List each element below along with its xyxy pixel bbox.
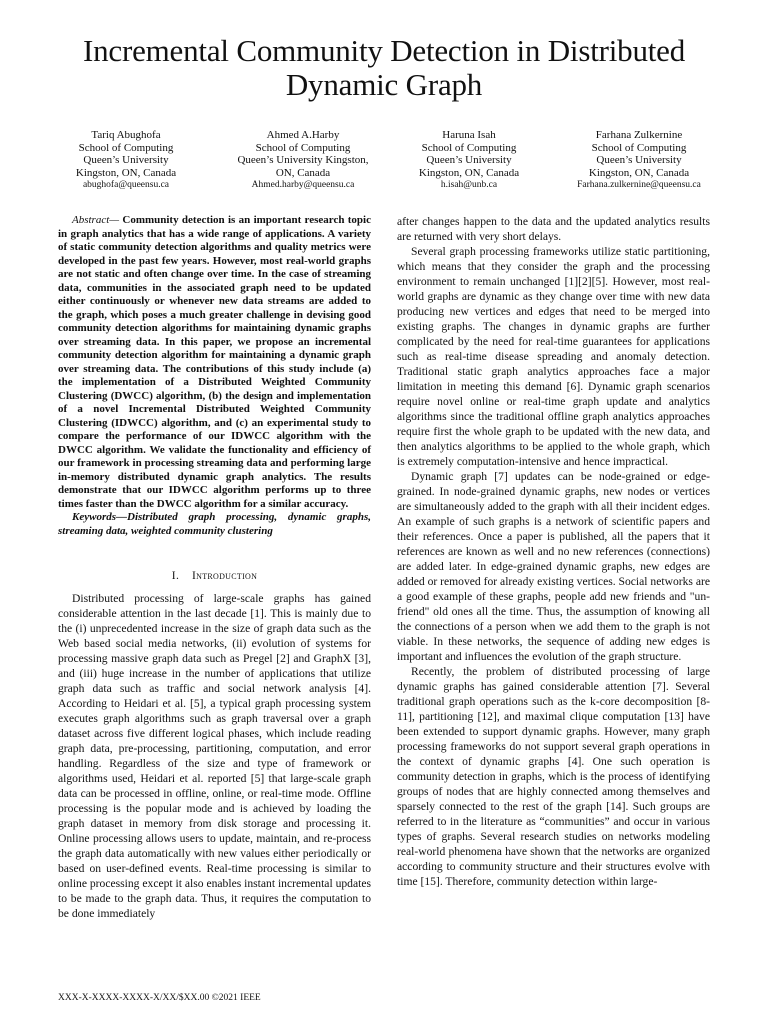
author-4 <box>550 129 728 192</box>
abstract <box>58 214 371 511</box>
section-number: I. <box>171 569 180 582</box>
author-dept: School of Computing <box>421 141 517 154</box>
copyright-footer: XXX-X-XXXX-XXXX-X/XX/$XX.00 ©2021 IEEE <box>58 993 261 1003</box>
author-block <box>40 129 728 189</box>
author-location: Kingston, ON, Canada <box>75 166 177 179</box>
author-1 <box>40 129 212 192</box>
author-org: Queen’s University <box>596 154 682 166</box>
author-dept: School of Computing <box>591 141 687 154</box>
author-2 <box>223 129 383 192</box>
body-paragraph: Distributed processing of large-scale graphs has gained considerable attention in the last decade [1]. This is mainly due to the (i) unprecedented increase in the size of graph data such as the Web based social media networks, (ii) evolution of systems for processing massive graph data such as Pregel [2] and GraphX [3], and (iii) huge increase in the number of applications that utilize graph data such as traffic and social network analysis [4]. According to Heidari et al. [5], a typical graph processing system executes graph algorithms such as graph traversal over a graph dataset across five different logical phases, which include reading graph data, pre-processing, partitioning, computation, and error handling. Regardless of the size and type of framework or algorithms used, Heidari et al. reported [5] that large-scale graph data can be processed in offline, online, or real-time mode. Offline processing is the popular mode and is achieved by loading the graph dataset in memory from disk storage and processing it. Online processing allows users to update, maintain, and re-process the graph data automatically with new values either periodically or based on user-defined events. Real-time processing is similar to online processing except it also enables instant incremental updates to be made to the graph data. Thus, it requires the computation to be done immediately <box>58 592 371 920</box>
right-column <box>397 214 710 889</box>
body-paragraph: Recently, the problem of distributed processing of large dynamic graphs has gained considerable attention [7]. Several traditional graph operations such as the k-core decomposition [8-11], partitioning [12], and maximal clique computation [13] have been extended to support dynamic graphs. However, many graph processing frameworks do not support several graph operations in the context of dynamic graphs [4]. One such operation is community detection in graphs, which is the process of identifying groups of nodes that are highly connected among themselves and sparsely connected to the rest of the graph [14]. Such groups are referred to in the literature as “communities” and occur in various types of graphs. Several research studies on networks modeling real-world phenomena have shown that the networks are organized according to community structure and their structures evolve with time [15]. Therefore, community detection within large- <box>397 665 710 888</box>
body-paragraph: Several graph processing frameworks utilize static partitioning, which means that they consider the graph and the processing environment to remain unchanged [1][2][5]. However, most real-world graphs are dynamic as they change over time with new data producing new vertices and edges that need to be merged into existing graphs. The changes in dynamic graphs are further complicated by the need for real-time guarantees for applications such as real-time disease spreading and anomaly detection. Traditional static graph analytics approaches face a major limitation in meeting this demand [6]. Dynamic graph scenarios require novel online or real-time graph update and analytics algorithms since the traditional offline graph analytics approaches require first the whole graph to be updated with the new data, and then analytics algorithms to be applied to the whole graph, which is extremely computation-intensive and hence impractical. <box>397 245 710 468</box>
author-name: Ahmed A.Harby <box>266 129 340 141</box>
author-3 <box>395 129 543 192</box>
author-dept: School of Computing <box>78 141 174 154</box>
author-location: Kingston, ON, Canada <box>418 166 520 179</box>
author-org: Queen’s University <box>426 154 512 166</box>
author-email[interactable]: Farhana.zulkernine@queensu.ca <box>577 180 701 190</box>
author-name: Farhana Zulkernine <box>595 129 683 141</box>
paper-title: Incremental Community Detection in Distributed Dynamic Graph <box>82 33 686 102</box>
section-title: Introduction <box>191 569 258 582</box>
author-email[interactable]: abughofa@queensu.ca <box>82 180 170 190</box>
author-dept: School of Computing <box>255 141 351 154</box>
author-org: Queen’s University Kingston, <box>237 154 369 166</box>
author-email[interactable]: h.isah@unb.ca <box>440 180 498 190</box>
keywords: Keywords—Distributed graph processing, dynamic graphs, streaming data, weighted community clustering <box>58 511 371 537</box>
body-paragraph: after changes happen to the data and the updated analytics results are returned with very short delays. <box>397 215 710 243</box>
body-paragraph: Dynamic graph [7] updates can be node-grained or edge-grained. In node-grained dynamic graphs, new nodes or vertices are simultaneously added to the graph with all their incident edges. An example of such graphs is a network of scientific papers and their references. Once a paper is published, all the papers that it references are known as well and no new references (connections) are added later. In edge-grained dynamic graphs, new edges are added or removed for already existing vertices. Social networks are a good example of these graphs, people add new friends and "un-friend" old ones all the time. Thus, the assumption of knowing all the connections of a person when we add them to the graph is not viable. In these networks, the sequence of adding new edges is important and influences the evolution of the graph structure. <box>397 470 710 663</box>
author-org: Queen’s University <box>83 154 169 166</box>
section-heading <box>58 568 371 583</box>
author-name: Tariq Abughofa <box>91 129 161 141</box>
author-name: Haruna Isah <box>442 129 496 141</box>
left-column <box>58 214 371 921</box>
abstract-label: Abstract— <box>72 214 120 226</box>
author-location: Kingston, ON, Canada <box>588 166 690 179</box>
author-location: ON, Canada <box>275 166 331 179</box>
author-email[interactable]: Ahmed.harby@queensu.ca <box>251 180 355 190</box>
abstract-text: Community detection is an important research topic in graph analytics that has a wide range of applications. A variety of static community detection algorithms and quality metrics were developed in the past few years. However, most real-world graphs are not static and often change over time. In the case of streaming data, communities in the associated graph need to be updated either continuously or whenever new data streams are added to the graph, which poses a much greater challenge in devising good community detection algorithms for maintaining dynamic graphs over streaming data. In this paper, we propose an incremental community detection algorithm for maintaining a dynamic graph over streaming data. The contributions of this study include (a) the implementation of a Distributed Weighted Community Clustering (DWCC) algorithm, (b) the design and implementation of a novel Incremental Distributed Weighted Community Clustering (IDWCC) algorithm, and (c) an experimental study to compare the performance of our IDWCC algorithm with the DWCC algorithm. We validate the functionality and efficiency of our framework in processing streaming data and performing large in-memory distributed dynamic graph analytics. The results demonstrate that our IDWCC algorithm performs up to three times faster than the DWCC algorithm for a similar accuracy. <box>58 214 371 510</box>
